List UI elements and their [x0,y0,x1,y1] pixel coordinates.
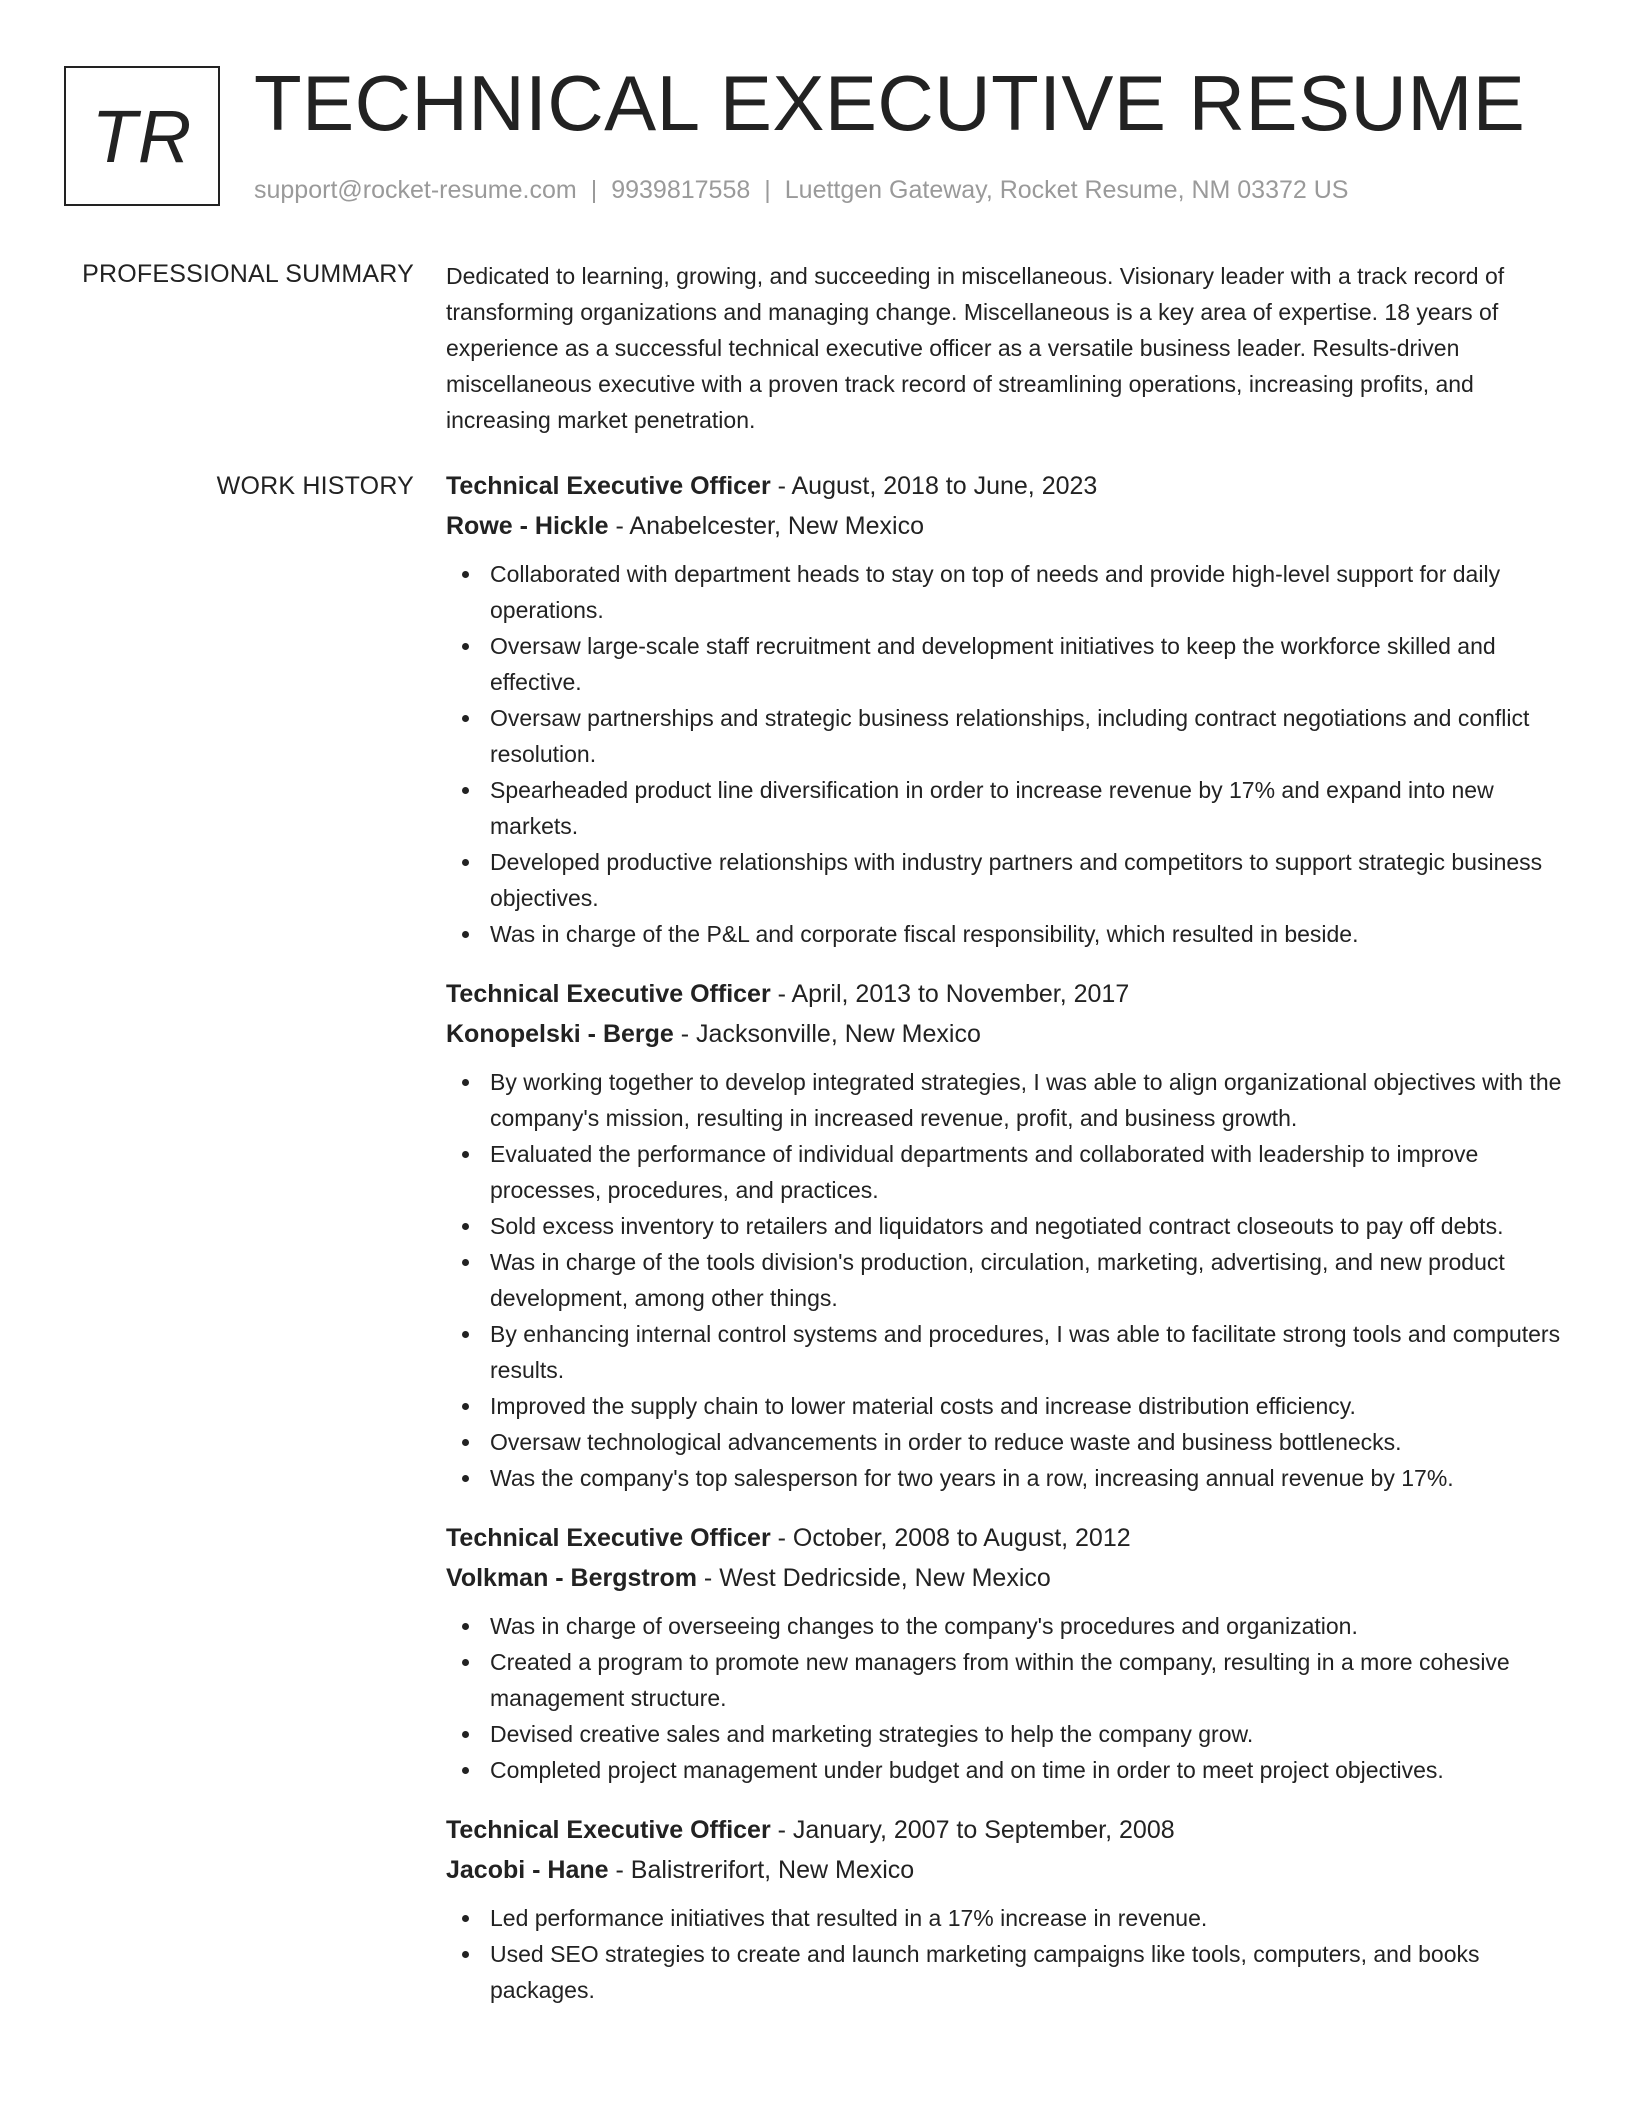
work-history-section [446,466,1562,2030]
job-dates: - April, 2013 to November, 2017 [770,980,1130,1008]
summary-section [446,258,1562,438]
job-bullet: Was in charge of the P&L and corporate fiscal responsibility, which resulted in beside. [446,916,1562,952]
job-company: Konopelski - Berge [446,1020,674,1048]
job-company-line [446,1014,1562,1054]
job-dates: - January, 2007 to September, 2008 [770,1816,1175,1844]
job-bullet: Developed productive relationships with industry partners and competitors to support strategic business objectives. [446,844,1562,916]
job-bullets [446,556,1562,952]
job-entry [446,1518,1562,1788]
monogram-logo: TR [64,66,220,206]
job-bullet: Created a program to promote new managers from within the company, resulting in a more cohesive management structure. [446,1644,1562,1716]
job-bullet: Oversaw partnerships and strategic business relationships, including contract negotiations and conflict resolution. [446,700,1562,772]
job-company: Jacobi - Hane [446,1856,609,1884]
job-bullet: Was the company's top salesperson for two years in a row, increasing annual revenue by 17%. [446,1460,1562,1496]
job-bullets [446,1900,1562,2008]
job-dates: - October, 2008 to August, 2012 [770,1524,1131,1552]
contact-separator: | [764,176,771,204]
job-title: Technical Executive Officer [446,472,771,500]
job-bullet: Was in charge of overseeing changes to the company's procedures and organization. [446,1608,1562,1644]
contact-address: Luettgen Gateway, Rocket Resume, NM 03372 US [784,176,1349,204]
contact-line [254,172,1348,208]
job-bullet: Collaborated with department heads to stay on top of needs and provide high-level support for daily operations. [446,556,1562,628]
job-location: - Anabelcester, New Mexico [608,512,924,540]
job-bullets [446,1064,1562,1496]
job-bullet: Oversaw technological advancements in order to reduce waste and business bottlenecks. [446,1424,1562,1460]
contact-email: support@rocket-resume.com [254,176,577,204]
job-company: Rowe - Hickle [446,512,609,540]
work-history-section-label: WORK HISTORY [216,472,414,500]
job-bullet: Devised creative sales and marketing strategies to help the company grow. [446,1716,1562,1752]
job-company-line [446,1850,1562,1890]
job-bullet: Completed project management under budget and on time in order to meet project objectives. [446,1752,1562,1788]
job-title-line [446,1810,1562,1850]
job-location: - Balistrerifort, New Mexico [608,1856,915,1884]
job-company: Volkman - Bergstrom [446,1564,697,1592]
job-title-line [446,974,1562,1014]
job-entry [446,466,1562,952]
job-location: - West Dedricside, New Mexico [696,1564,1051,1592]
job-bullet: By enhancing internal control systems and procedures, I was able to facilitate strong tools and computers results. [446,1316,1562,1388]
job-bullet: Sold excess inventory to retailers and liquidators and negotiated contract closeouts to pay off debts. [446,1208,1562,1244]
job-company-line [446,506,1562,546]
job-bullet: By working together to develop integrated strategies, I was able to align organizational objectives with the company's mission, resulting in increased revenue, profit, and business growth. [446,1064,1562,1136]
resume-title: TECHNICAL EXECUTIVE RESUME [254,59,1526,147]
job-bullet: Evaluated the performance of individual departments and collaborated with leadership to improve processes, procedures, and practices. [446,1136,1562,1208]
job-title: Technical Executive Officer [446,980,771,1008]
summary-text: Dedicated to learning, growing, and succeeding in miscellaneous. Visionary leader with a track record of transforming organizations and managing change. Miscellaneous is a key area of expertise. 18 years of experience as a successful technical executive officer as a versatile business leader. Results-driven miscellaneous executive with a proven track record of streamlining operations, increasing profits, and increasing market penetration. [446,263,1505,433]
job-title: Technical Executive Officer [446,1524,771,1552]
job-title-line [446,1518,1562,1558]
job-bullet: Oversaw large-scale staff recruitment and development initiatives to keep the workforce skilled and effective. [446,628,1562,700]
job-bullet: Spearheaded product line diversification in order to increase revenue by 17% and expand into new markets. [446,772,1562,844]
job-bullet: Was in charge of the tools division's production, circulation, marketing, advertising, and new product development, among other things. [446,1244,1562,1316]
job-entry [446,1810,1562,2008]
contact-phone: 9939817558 [611,176,751,204]
job-title-line [446,466,1562,506]
job-bullet: Led performance initiatives that resulted in a 17% increase in revenue. [446,1900,1562,1936]
summary-section-label: PROFESSIONAL SUMMARY [82,260,414,288]
contact-separator: | [590,176,598,204]
job-bullet: Used SEO strategies to create and launch marketing campaigns like tools, computers, and books packages. [446,1936,1562,2008]
job-company-line [446,1558,1562,1598]
job-bullets [446,1608,1562,1788]
job-bullet: Improved the supply chain to lower material costs and increase distribution efficiency. [446,1388,1562,1424]
job-location: - Jacksonville, New Mexico [673,1020,981,1048]
job-entry [446,974,1562,1496]
job-title: Technical Executive Officer [446,1816,771,1844]
job-dates: - August, 2018 to June, 2023 [770,472,1098,500]
